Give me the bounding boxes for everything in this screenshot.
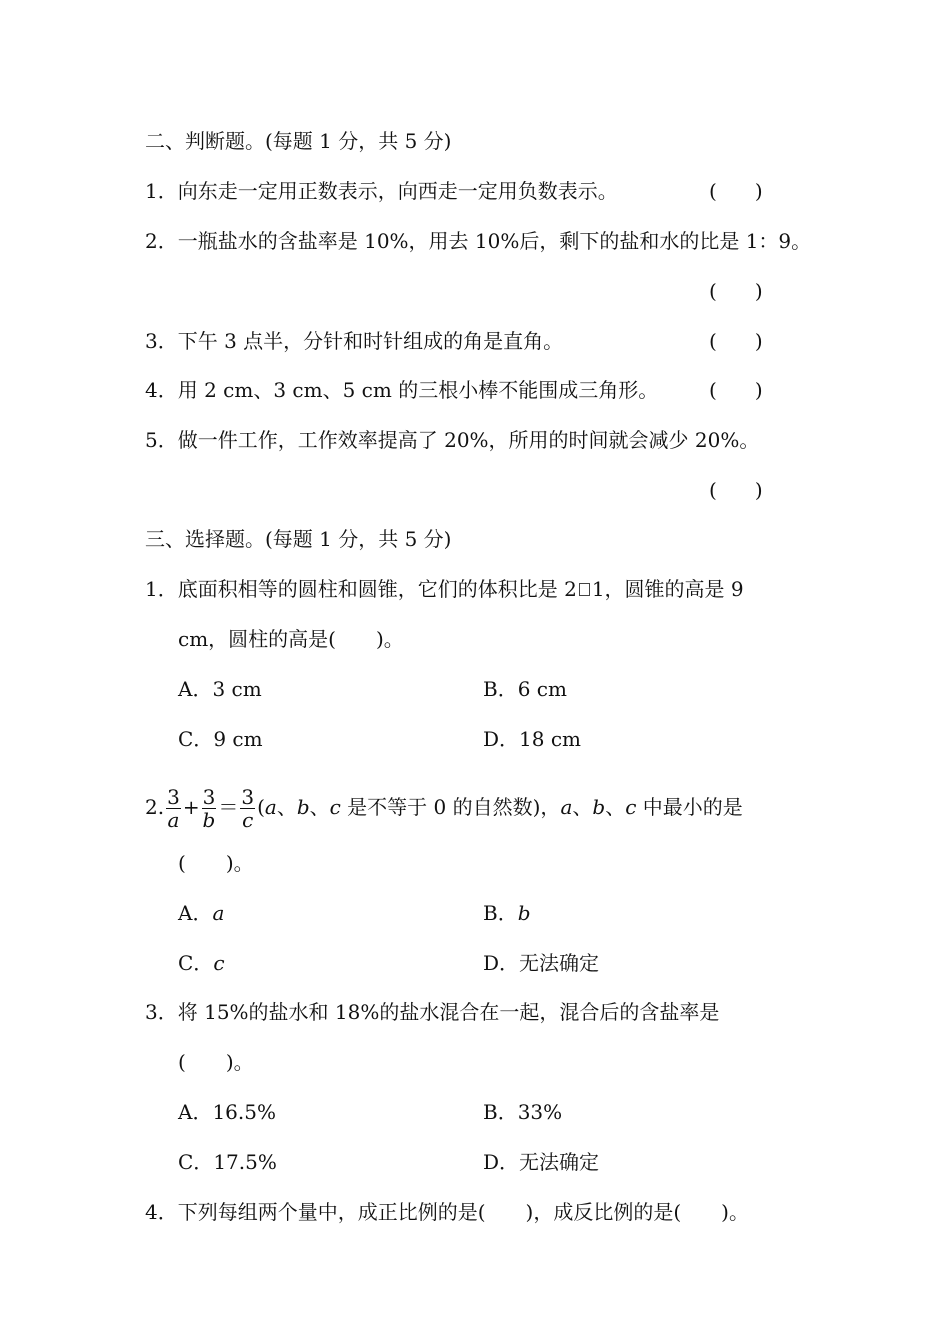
choice-question-4: 4．下列每组两个量中，成正比例的是( )，成反比例的是( )。 (145, 1200, 749, 1224)
option-c[interactable]: C．c (178, 951, 225, 975)
judge-item-1 (145, 178, 618, 204)
option-b[interactable]: B．b (483, 901, 531, 925)
item-number: 3． (145, 329, 178, 353)
fraction-3-over-b: $\frac{3}{b}$ (202, 785, 216, 832)
choice-question-3-continued: ( )。 (178, 1050, 254, 1074)
option-a[interactable]: A．16.5% (178, 1100, 276, 1124)
item-text: 向东走一定用正数表示，向西走一定用负数表示。 (177, 179, 618, 203)
answer-blank-5[interactable]: ( ) (709, 478, 763, 502)
fraction-3-over-a: $\frac{3}{a}$ (167, 785, 180, 832)
choice-question-1-continued: cm，圆柱的高是( )。 (178, 627, 404, 651)
question-number: 3． (145, 1000, 178, 1024)
answer-blank-2[interactable]: ( ) (709, 279, 763, 303)
section-2-heading: 二、判断题。(每题 1 分，共 5 分) (145, 129, 452, 153)
judge-item-5 (145, 427, 759, 453)
choice-question-2: 2. $\frac{3}{a}$ + $\frac{3}{b}$ ＝ $\frac{3}{c}$ (a、b、c 是不等于 0 的自然数)，a、b、c 中最小的是 (145, 785, 743, 832)
fraction-3-over-c: $\frac{3}{c}$ (241, 785, 255, 832)
judge-item-2 (145, 228, 811, 254)
judge-item-4 (145, 377, 658, 403)
item-number: 2． (145, 229, 178, 253)
answer-blank-1[interactable]: ( ) (709, 179, 763, 203)
question-number: 2. (145, 795, 165, 819)
option-a[interactable]: A．3 cm (178, 677, 262, 701)
choice-question-2-continued: ( )。 (178, 851, 254, 875)
question-text: 底面积相等的圆柱和圆锥，它们的体积比是 2 (177, 577, 577, 601)
option-d[interactable]: D．无法确定 (483, 1150, 600, 1174)
judge-item-3 (145, 328, 563, 354)
item-text: 做一件工作，工作效率提高了 20%，所用的时间就会减少 20%。 (177, 428, 760, 452)
question-text: 将 15%的盐水和 18%的盐水混合在一起，混合后的含盐率是 (177, 1000, 720, 1024)
item-text: 下午 3 点半，分针和时针组成的角是直角。 (177, 329, 564, 353)
question-number: 4． (145, 1200, 178, 1224)
item-number: 5． (145, 428, 178, 452)
option-d[interactable]: D．无法确定 (483, 951, 600, 975)
answer-blank-4[interactable]: ( ) (709, 378, 763, 402)
question-text: 1，圆锥的高是 9 (591, 577, 744, 601)
item-number: 1． (145, 179, 178, 203)
option-c[interactable]: C．17.5% (178, 1150, 277, 1174)
option-b[interactable]: B．33% (483, 1100, 563, 1124)
option-a[interactable]: A．a (178, 901, 225, 925)
option-c[interactable]: C．9 cm (178, 727, 263, 751)
question-number: 1． (145, 577, 178, 601)
option-d[interactable]: D．18 cm (483, 727, 582, 751)
option-b[interactable]: B．6 cm (483, 677, 567, 701)
choice-question-3 (145, 999, 719, 1025)
item-text: 一瓶盐水的含盐率是 10%，用去 10%后，剩下的盐和水的比是 1：9。 (177, 229, 812, 253)
missing-glyph-box (579, 583, 590, 596)
item-number: 4． (145, 378, 178, 402)
answer-blank-3[interactable]: ( ) (709, 329, 763, 353)
section-3-heading: 三、选择题。(每题 1 分，共 5 分) (145, 527, 452, 551)
choice-question-1 (145, 576, 744, 602)
item-text: 用 2 cm、3 cm、5 cm 的三根小棒不能围成三角形。 (177, 378, 659, 402)
